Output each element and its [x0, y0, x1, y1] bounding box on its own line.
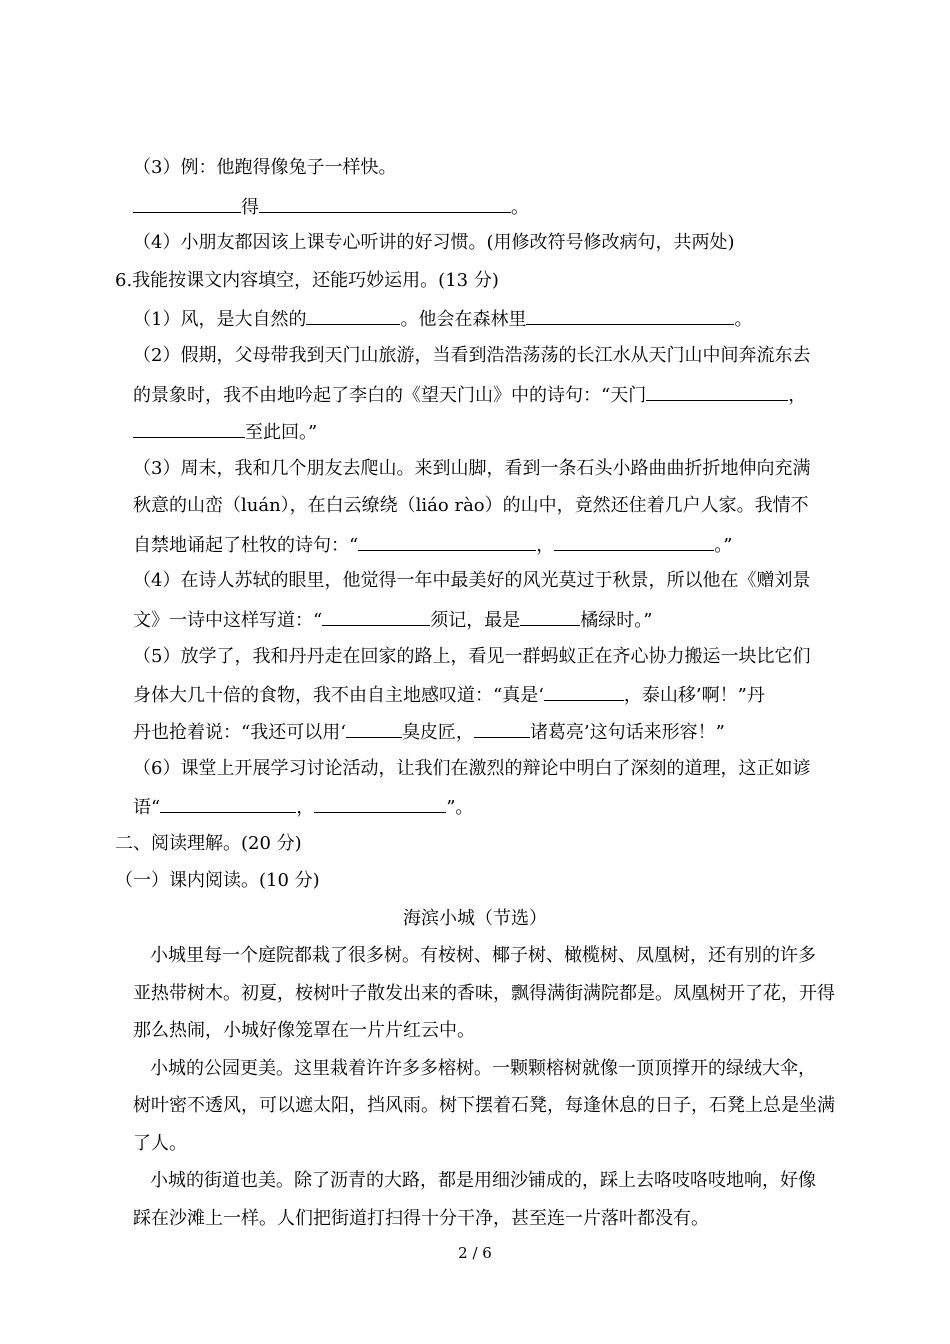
answer-blank[interactable] [346, 719, 402, 738]
q6-3-line3: 自禁地诵起了杜牧的诗句：“ ， 。” [133, 532, 732, 558]
passage-para1-line3: 那么热闹，小城好像笼罩在一片片红云中。 [133, 1020, 475, 1041]
q5-3-answer-line: 得 。 [133, 194, 529, 220]
answer-blank[interactable] [322, 607, 430, 626]
section-2-heading: 二、阅读理解。(20 分) [115, 833, 302, 854]
passage-para3-line1: 小城的街道也美。除了沥青的大路，都是用细沙铺成的，踩上去咯吱咯吱地响，好像 [150, 1170, 816, 1191]
q6-3-line1: （3）周末，我和几个朋友去爬山。来到山脚，看到一条石头小路曲曲折折地伸向充满 [133, 458, 811, 479]
q5-4-sentence: （4）小朋友都因该上课专心听讲的好习惯。(用修改符号修改病句，共两处) [133, 232, 735, 253]
passage-title: 海滨小城（节选） [403, 908, 547, 929]
answer-blank[interactable] [133, 194, 241, 213]
q6-heading: 6.我能按课文内容填空，还能巧妙运用。(13 分) [115, 270, 499, 291]
q6-6-line1: （6）课堂上开展学习讨论活动，让我们在激烈的辩论中明白了深刻的道理，这正如谚 [133, 758, 811, 779]
answer-blank[interactable] [133, 419, 245, 438]
q5-3-example: （3）例：他跑得像兔子一样快。 [133, 157, 397, 178]
passage-para2-line3: 了人。 [133, 1133, 187, 1154]
answer-blank[interactable] [358, 532, 536, 551]
section-2-subheading: （一）课内阅读。(10 分) [115, 870, 320, 891]
passage-para3-line2: 踩在沙滩上一样。人们把街道打扫得十分干净，甚至连一片落叶都没有。 [133, 1208, 709, 1229]
q6-2-line1: （2）假期，父母带我到天门山旅游，当看到浩浩荡荡的长江水从天门山中间奔流东去 [133, 345, 811, 366]
passage-para2-line2: 树叶密不透风，可以遮太阳，挡风雨。树下摆着石凳，每逢休息的日子，石凳上总是坐满 [133, 1095, 835, 1116]
answer-blank[interactable] [160, 794, 296, 813]
answer-blank[interactable] [306, 306, 400, 325]
q6-1: （1）风，是大自然的 。他会在森林里 。 [133, 306, 752, 332]
answer-blank[interactable] [544, 682, 624, 701]
q6-2-line2: 的景象时，我不由地吟起了李白的《望天门山》中的诗句：“天门 ， [133, 382, 806, 408]
q6-5-line3: 丹也抢着说：“我还可以用‘ 臭皮匠， 诸葛亮’这句话来形容！” [133, 719, 725, 745]
answer-blank[interactable] [259, 194, 511, 213]
q6-2-line3: 至此回。” [133, 419, 317, 445]
passage-para1-line1: 小城里每一个庭院都栽了很多树。有桉树、椰子树、橄榄树、凤凰树，还有别的许多 [150, 945, 816, 966]
q6-3-line2: 秋意的山峦（luán），在白云缭绕（liáo rào）的山中，竟然还住着几户人家。我情不 [133, 495, 809, 516]
q6-5-line1: （5）放学了，我和丹丹走在回家的路上，看见一群蚂蚁正在齐心协力搬运一块比它们 [133, 646, 811, 667]
answer-blank[interactable] [520, 607, 580, 626]
answer-blank[interactable] [526, 306, 734, 325]
q6-4-line2: 文》一诗中这样写道：“ 须记，最是 橘绿时。” [133, 607, 652, 633]
answer-blank[interactable] [314, 794, 446, 813]
passage-para2-line1: 小城的公园更美。这里栽着许许多多榕树。一颗颗榕树就像一顶顶撑开的绿绒大伞， [150, 1058, 816, 1079]
q6-4-line1: （4）在诗人苏轼的眼里，他觉得一年中最美好的风光莫过于秋景，所以他在《赠刘景 [133, 570, 811, 591]
answer-blank[interactable] [646, 382, 788, 401]
q6-6-line2: 语“ ， ”。 [133, 794, 473, 820]
q6-5-line2: 身体大几十倍的食物，我不由自主地感叹道：“真是‘ ，泰山移’啊！”丹 [133, 682, 765, 708]
answer-blank[interactable] [474, 719, 530, 738]
page-number: 2 / 6 [458, 1244, 492, 1262]
answer-blank[interactable] [554, 532, 714, 551]
passage-para1-line2: 亚热带树木。初夏，桉树叶子散发出来的香味，飘得满街满院都是。凤凰树开了花，开得 [133, 983, 835, 1004]
